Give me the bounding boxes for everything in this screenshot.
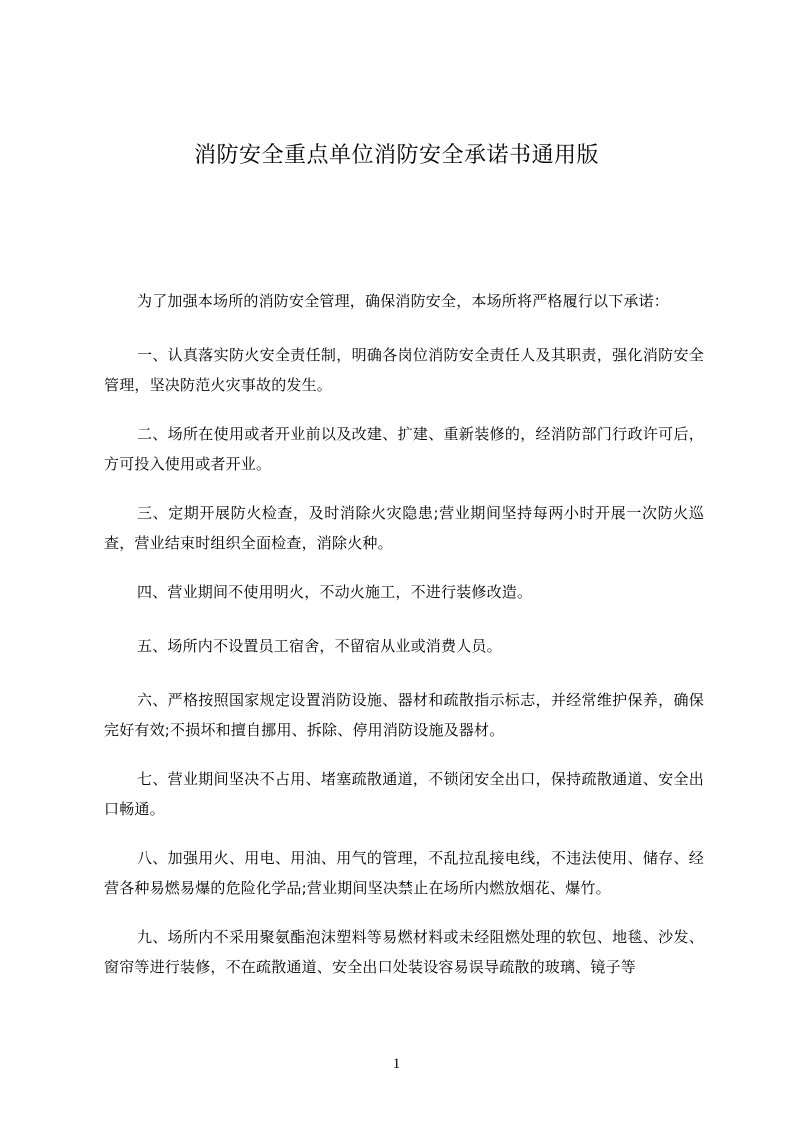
commitment-item-7: 七、营业期间坚决不占用、堵塞疏散通道，不锁闭安全出口，保持疏散通道、安全出口畅通。 xyxy=(104,770,704,818)
commitment-item-1: 一、认真落实防火安全责任制，明确各岗位消防安全责任人及其职责，强化消防安全管理，坚决防范火灾事故的发生。 xyxy=(104,346,704,394)
commitment-item-9: 九、场所内不采用聚氨酯泡沫塑料等易燃材料或未经阻燃处理的软包、地毯、沙发、窗帘等进行装修，不在疏散通道、安全出口处装设容易误导疏散的玻璃、镜子等 xyxy=(104,928,704,976)
page-number: 1 xyxy=(392,1056,401,1072)
commitment-item-2: 二、场所在使用或者开业前以及改建、扩建、重新装修的，经消防部门行政许可后，方可投入使用或者开业。 xyxy=(104,425,704,473)
commitment-item-4: 四、营业期间不使用明火，不动火施工，不进行装修改造。 xyxy=(137,583,533,601)
commitment-item-5: 五、场所内不设置员工宿舍，不留宿从业或消费人员。 xyxy=(137,637,502,655)
commitment-item-3: 三、定期开展防火检查，及时消除火灾隐患;营业期间坚持每两小时开展一次防火巡查，营业结束时组织全面检查，消除火种。 xyxy=(104,504,704,552)
commitment-item-6: 六、严格按照国家规定设置消防设施、器材和疏散指示标志，并经常维护保养，确保完好有效;不损坏和擅自挪用、拆除、停用消防设施及器材。 xyxy=(104,691,704,739)
document-title: 消防安全重点单位消防安全承诺书通用版 xyxy=(193,143,599,168)
commitment-item-8: 八、加强用火、用电、用油、用气的管理，不乱拉乱接电线，不违法使用、储存、经营各种易燃易爆的危险化学品;营业期间坚决禁止在场所内燃放烟花、爆竹。 xyxy=(104,849,704,897)
intro-paragraph: 为了加强本场所的消防安全管理，确保消防安全，本场所将严格履行以下承诺： xyxy=(137,292,670,310)
